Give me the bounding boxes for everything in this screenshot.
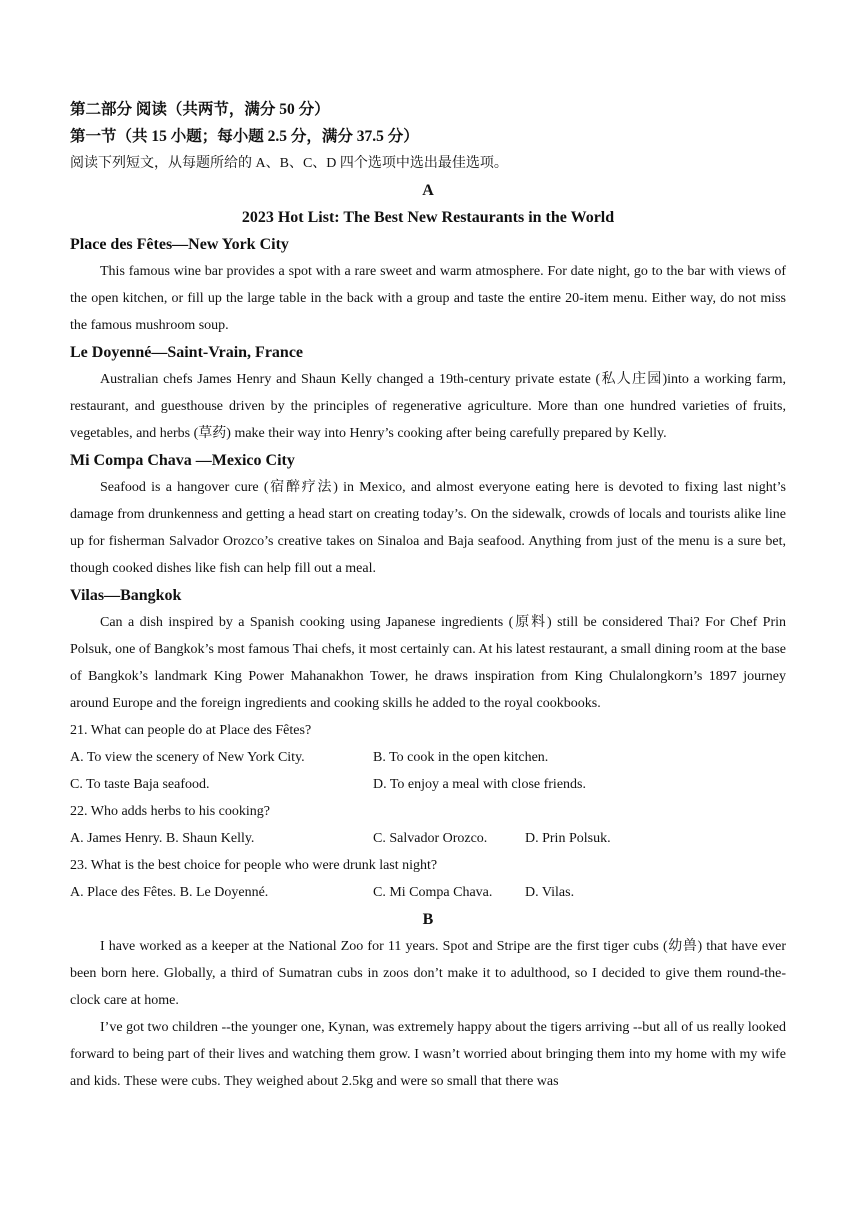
option-c: C. To taste Baja seafood. xyxy=(70,777,210,792)
options-row xyxy=(70,771,786,798)
passage-b-paragraph: I have worked as a keeper at the National Zoo for 11 years. Spot and Stripe are the first tiger cubs (幼兽) that have ever been born here. Globally, a third of Sumatran cubs in zoos don’t make it to adulthood, so I decided to give them round-the-clock care at home. xyxy=(70,939,786,1008)
passage-a-title: 2023 Hot List: The Best New Restaurants in the World xyxy=(241,209,615,226)
exam-page xyxy=(70,96,786,1095)
option-c: C. Salvador Orozco. xyxy=(373,831,488,846)
question-stem: 23. What is the best choice for people who were drunk last night? xyxy=(70,858,438,873)
restaurant-heading: Vilas—Bangkok xyxy=(70,587,182,604)
section-title: 第一节（共 15 小题；每小题 2.5 分，满分 37.5 分） xyxy=(70,128,419,145)
passage-b-paragraph: I’ve got two children --the younger one, Kynan, was extremely happy about the tigers arriving --but all of us really looked forward to being part of their lives and watching them grow. I wasn’t worried about bringing them into my home with my wife and kids. These were cubs. They weighed about 2.5kg and were so small that there was xyxy=(70,1020,786,1089)
passage-a-label: A xyxy=(422,182,434,199)
question-stem: 21. What can people do at Place des Fêtes? xyxy=(70,723,312,738)
instruction: 阅读下列短文，从每题所给的 A、B、C、D 四个选项中选出最佳选项。 xyxy=(70,156,508,171)
option-b: B. To cook in the open kitchen. xyxy=(373,750,549,765)
restaurant-heading: Le Doyenné—Saint-Vrain, France xyxy=(70,344,304,361)
passage-b-label: B xyxy=(422,911,434,928)
option-ab: A. Place des Fêtes. B. Le Doyenné. xyxy=(70,885,269,900)
option-d: D. To enjoy a meal with close friends. xyxy=(373,777,586,792)
restaurant-heading: Mi Compa Chava —Mexico City xyxy=(70,452,295,469)
option-d: D. Vilas. xyxy=(525,885,575,900)
restaurant-heading: Place des Fêtes—New York City xyxy=(70,236,289,253)
option-c: C. Mi Compa Chava. xyxy=(373,885,493,900)
option-a: A. To view the scenery of New York City. xyxy=(70,750,305,765)
restaurant-description: Australian chefs James Henry and Shaun Kelly changed a 19th-century private estate (私人庄园)into a working farm, restaurant, and guesthouse driven by the principles of regenerative agriculture. More than one hundred varieties of fruits, vegetables, and herbs (草药) make their way into Henry’s cooking after being carefully prepared by Kelly. xyxy=(70,372,786,441)
options-row xyxy=(70,879,786,906)
restaurant-description: Can a dish inspired by a Spanish cooking using Japanese ingredients (原料) still be considered Thai? For Chef Prin Polsuk, one of Bangkok’s most famous Thai chefs, it most certainly can. At his latest restaurant, a small dining room at the base of Bangkok’s landmark King Power Mahanakhon Tower, he draws inspiration from King Chulalongkorn’s 1897 journey around Europe and the foreign ingredients and cooking skills he added to the royal cookbooks. xyxy=(70,615,786,711)
question-stem: 22. Who adds herbs to his cooking? xyxy=(70,804,270,819)
options-row xyxy=(70,744,786,771)
part-title: 第二部分 阅读（共两节，满分 50 分） xyxy=(70,101,330,118)
restaurant-description: This famous wine bar provides a spot with a rare sweet and warm atmosphere. For date night, go to the bar with views of the open kitchen, or fill up the large table in the back with a group and taste the entire 20-item menu. Either way, do not miss the famous mushroom soup. xyxy=(70,264,786,333)
option-d: D. Prin Polsuk. xyxy=(525,831,611,846)
restaurant-description: Seafood is a hangover cure (宿醉疗法) in Mexico, and almost everyone eating here is devoted to fixing last night’s damage from drunkenness and getting a head start on creating today’s. On the sidewalk, crowds of locals and tourists alike line up for fisherman Salvador Orozco’s creative takes on Sinaloa and Baja seafood. Anything from just of the menu is a sure bet, though cooked dishes like fish can help fill out a meal. xyxy=(70,480,786,576)
options-row xyxy=(70,825,786,852)
option-ab: A. James Henry. B. Shaun Kelly. xyxy=(70,831,255,846)
